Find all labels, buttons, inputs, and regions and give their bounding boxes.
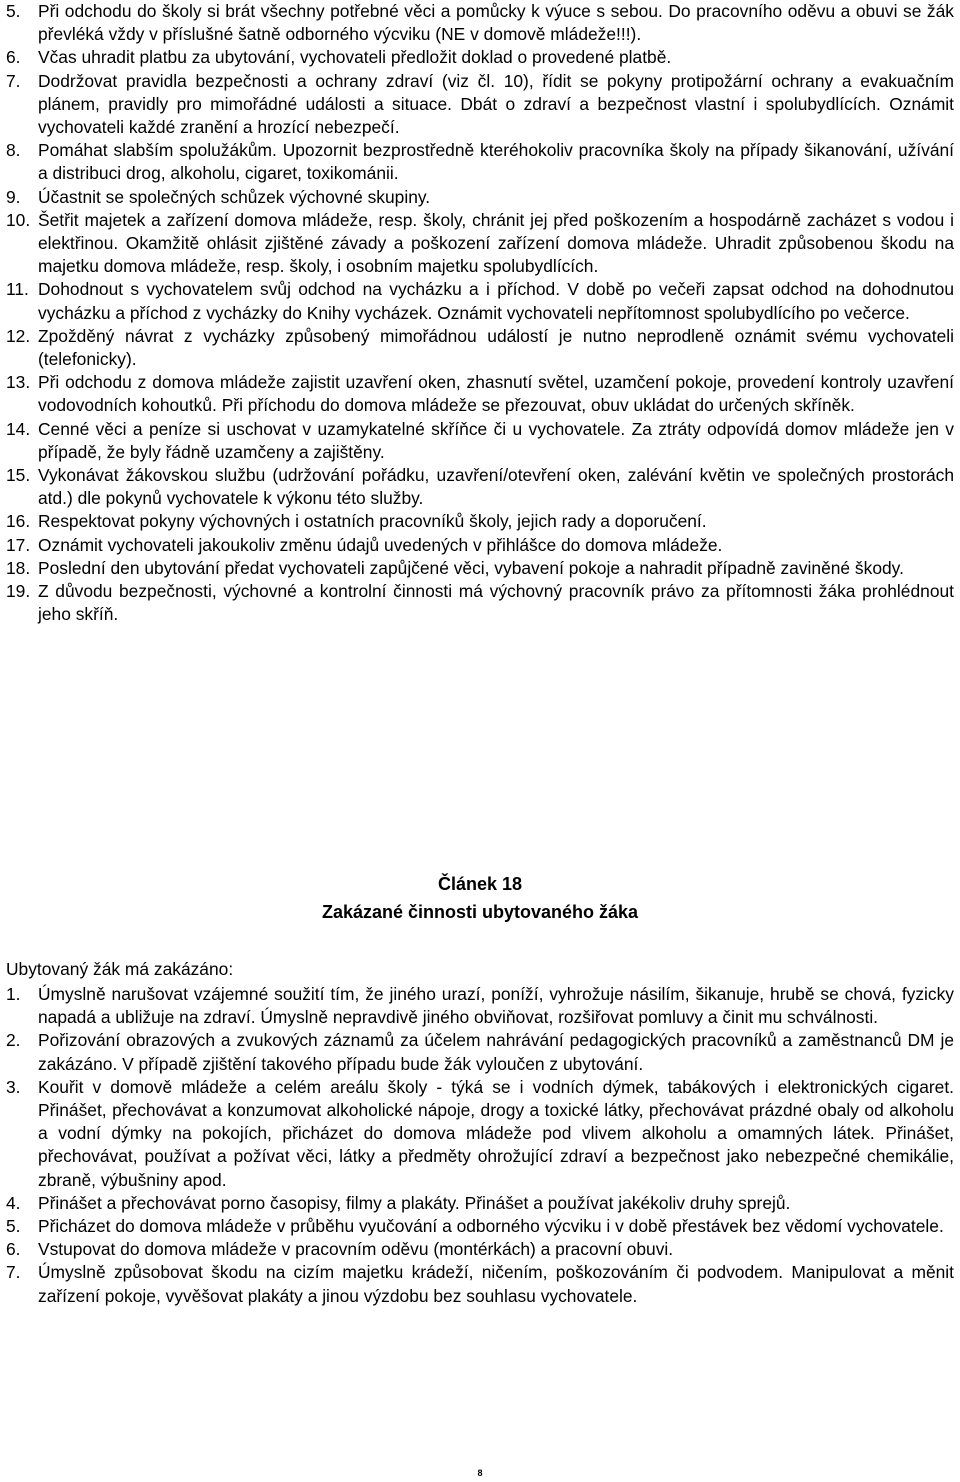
item-number: 10. <box>6 209 31 230</box>
list-item <box>6 70 954 140</box>
item-text: Dodržovat pravidla bezpečnosti a ochrany zdraví (viz čl. 10), řídit se pokyny protipožární ochrany a evakuačním plánem, pravidly pro mimořádné události a situace. Dbát o zdraví a bezpečnost vlastní i spolubydlících. Oznámit vychovateli každé zranění a hrozící nebezpečí. <box>38 70 954 138</box>
item-text: Pomáhat slabším spolužákům. Upozornit bezprostředně kteréhokoliv pracovníka školy na případy šikanování, užívání a distribuci drog, alkoholu, cigaret, toxikománii. <box>38 140 954 184</box>
item-number: 16. <box>6 511 31 532</box>
list-item <box>6 0 954 46</box>
prohibited-list <box>6 983 954 1308</box>
list-item <box>6 371 954 417</box>
item-text: Při odchodu do školy si brát všechny potřebné věci a pomůcky k výuce s sebou. Do pracovního oděvu a obuvi se žák převléká vždy v příslušné šatně odborného výcviku (NE v domově mládeže!!!). <box>38 1 954 45</box>
item-text: Dohodnout s vychovatelem svůj odchod na vycházku a i příchod. V době po večeři zapsat odchod na dohodnutou vycházku a příchod z vycházky do Knihy vycházek. Oznámit vychovateli nepřítomnost spolubydlícího po večerce. <box>38 279 954 323</box>
item-text: Vstupovat do domova mládeže v pracovním oděvu (montérkách) a pracovní obuvi. <box>38 1239 674 1260</box>
section-intro: Ubytovaný žák má zakázáno: <box>6 959 234 979</box>
item-number: 6. <box>6 1239 21 1260</box>
list-item <box>6 46 954 69</box>
list-item <box>6 557 954 580</box>
item-text: Poslední den ubytování předat vychovateli zapůjčené věci, vybavení pokoje a nahradit případně zaviněné škody. <box>38 557 904 578</box>
page-number: 8 <box>477 1468 483 1478</box>
item-text: Oznámit vychovateli jakoukoliv změnu údajů uvedených v přihlášce do domova mládeže. <box>38 534 723 555</box>
item-text: Včas uhradit platbu za ubytování, vychovateli předložit doklad o provedené platbě. <box>38 47 672 68</box>
list-item <box>6 418 954 464</box>
list-item <box>6 464 954 510</box>
item-text: Úmyslně narušovat vzájemné soužití tím, že jiného urazí, poníží, vyhrožuje násilím, šikanuje, hrubě se chová, fyzicky napadá a ubližuje na zdraví. Úmyslně nepravdivě jiného obviňovat, rozšiřovat pomluvy a činit mu schválnosti. <box>38 984 954 1028</box>
item-number: 1. <box>6 984 21 1004</box>
list-item <box>6 209 954 279</box>
list-item <box>6 983 954 1029</box>
item-text: Z důvodu bezpečnosti, výchovné a kontrolní činnosti má výchovný pracovník právo za přítomnosti žáka prohlédnout jeho skříň. <box>38 581 954 625</box>
item-text: Účastnit se společných schůzek výchovné skupiny. <box>38 186 431 207</box>
item-number: 7. <box>6 1262 21 1283</box>
item-text: Pořizování obrazových a zvukových záznamů za účelem nahrávání pedagogických pracovníků a zaměstnanců DM je zakázáno. V případě zjištění takového případu bude žák vyloučen z ubytování. <box>38 1030 954 1074</box>
item-number: 11. <box>6 279 29 300</box>
item-text: Při odchodu z domova mládeže zajistit uzavření oken, zhasnutí světel, uzamčení pokoje, provedení kontroly uzavření vodovodních kohoutků. Při příchodu do domova mládeže se přezouvat, obuv ukládat do určených skříněk. <box>38 372 954 416</box>
item-number: 19. <box>6 581 31 602</box>
item-number: 2. <box>6 1030 21 1051</box>
item-number: 4. <box>6 1192 21 1213</box>
item-number: 5. <box>6 1216 21 1237</box>
item-number: 7. <box>6 70 21 91</box>
list-item <box>6 1238 954 1261</box>
list-item <box>6 1076 954 1192</box>
list-item <box>6 534 954 557</box>
list-item <box>6 186 954 209</box>
item-text: Kouřit v domově mládeže a celém areálu školy - týká se i vodních dýmek, tabákových i elektronických cigaret. Přinášet, přechovávat a konzumovat alkoholické nápoje, drogy a toxické látky, přechovávat prázdné obaly od alkoholu a vodní dýmky na pokojích, přicházet do domova mládeže pod vlivem alkoholu a omamných látek. Přinášet, přechovávat, používat a požívat věci, látky a předměty ohrožující zdraví a bezpečnost jako nebezpečné chemikálie, zbraně, výbušniny apod. <box>38 1076 954 1190</box>
item-number: 17. <box>6 534 31 555</box>
item-text: Úmyslně způsobovat škodu na cizím majetku krádeží, ničením, poškozováním či podvodem. Manipulovat a měnit zařízení pokoje, vyvěšovat plakáty a jinou výzdobu bez souhlasu vychovatele. <box>38 1262 954 1306</box>
item-text: Přicházet do domova mládeže v průběhu vyučování a odborného výcviku i v době přestávek bez vědomí vychovatele. <box>38 1216 944 1237</box>
list-item <box>6 325 954 371</box>
item-number: 6. <box>6 47 21 68</box>
item-number: 5. <box>6 1 21 21</box>
obligations-list <box>6 0 954 626</box>
item-number: 9. <box>6 186 21 207</box>
item-text: Šetřit majetek a zařízení domova mládeže, resp. školy, chránit jej před poškozením a hospodárně zacházet s vodou i elektřinou. Okamžitě ohlásit zjištěné závady a poškození zařízení domova mládeže. Uhradit způsobenou škodu na majetku domova mládeže, resp. školy, i osobním majetku spolubydlících. <box>38 209 954 277</box>
article-number: Článek 18 <box>437 874 523 894</box>
list-item <box>6 580 954 626</box>
item-number: 12. <box>6 325 31 346</box>
item-text: Zpožděný návrat z vycházky způsobený mimořádnou událostí je nutno neprodleně oznámit svému vychovateli (telefonicky). <box>38 325 954 370</box>
list-item <box>6 1261 954 1307</box>
item-number: 14. <box>6 418 31 439</box>
item-number: 15. <box>6 465 31 486</box>
list-item <box>6 510 954 533</box>
article-title: Zakázané činnosti ubytovaného žáka <box>321 902 639 922</box>
list-item <box>6 1215 954 1238</box>
list-item <box>6 1029 954 1075</box>
list-item <box>6 1192 954 1215</box>
item-text: Cenné věci a peníze si uschovat v uzamykatelné skříňce či u vychovatele. Za ztráty odpovídá domov mládeže jen v případě, že byly řádně uzamčeny a zajištěny. <box>38 418 954 462</box>
list-item <box>6 278 954 324</box>
item-text: Respektovat pokyny výchovných i ostatních pracovníků školy, jejich rady a doporučení. <box>38 511 707 532</box>
item-number: 13. <box>6 372 31 393</box>
list-item <box>6 139 954 185</box>
item-number: 8. <box>6 140 21 161</box>
item-number: 18. <box>6 557 31 578</box>
item-text: Přinášet a přechovávat porno časopisy, filmy a plakáty. Přinášet a používat jakékoliv druhy sprejů. <box>38 1192 791 1213</box>
item-number: 3. <box>6 1076 21 1097</box>
item-text: Vykonávat žákovskou službu (udržování pořádku, uzavření/otevření oken, zalévání květin ve společných prostorách atd.) dle pokynů vychovatele k výkonu této služby. <box>38 465 954 509</box>
